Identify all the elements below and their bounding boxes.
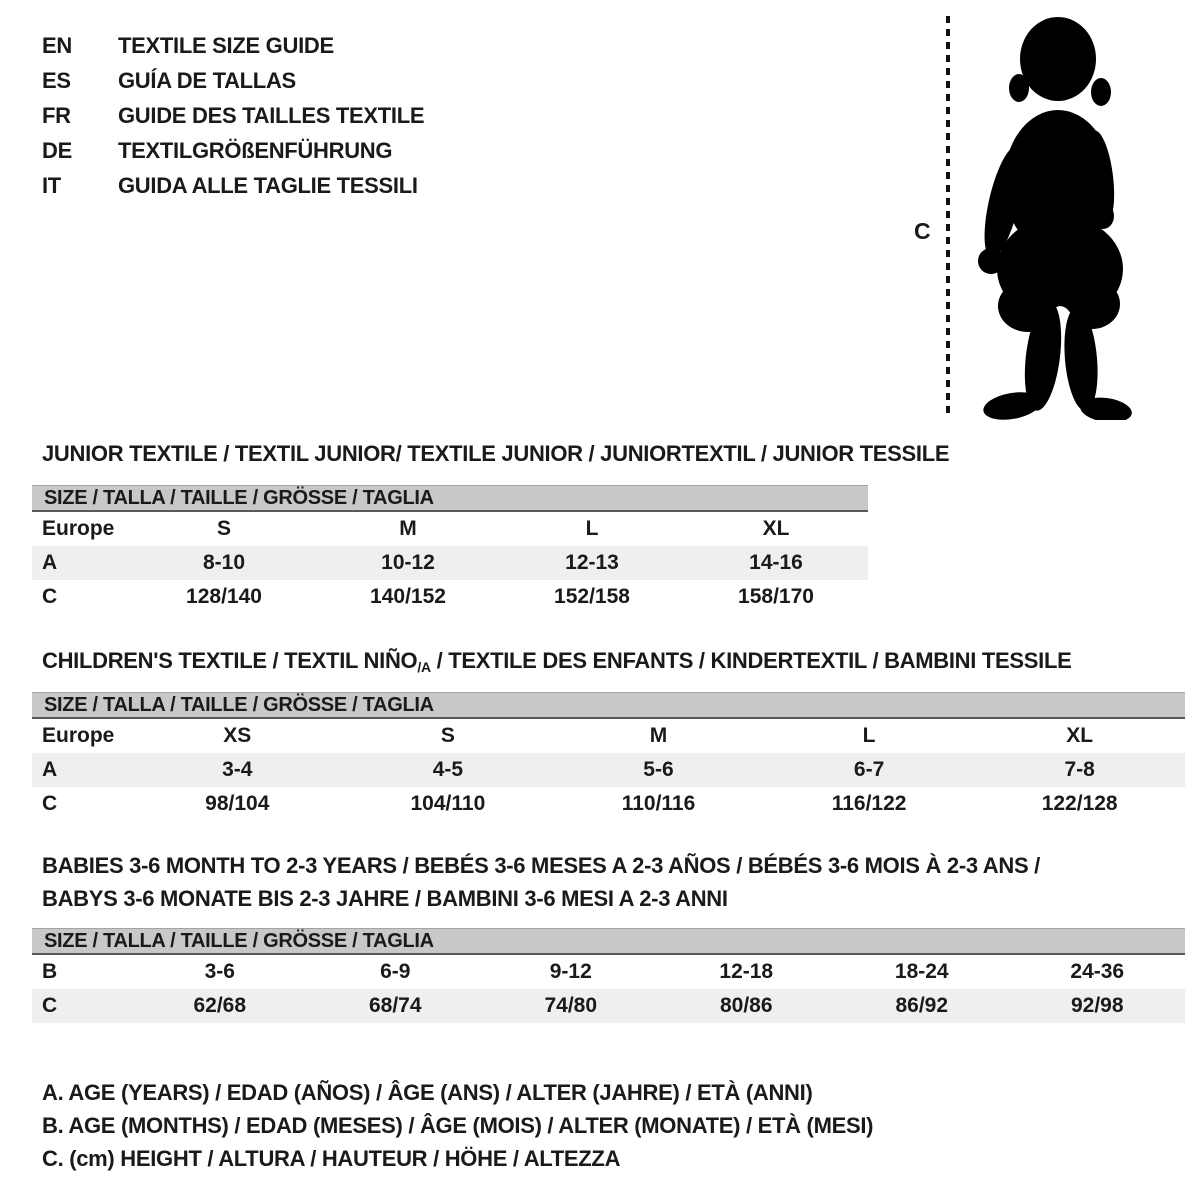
language-code: IT [42, 173, 61, 198]
table-cell: XL [762, 517, 790, 540]
size-table-junior [32, 485, 868, 614]
table-cell: 3-4 [222, 758, 253, 781]
language-title: GUIDE DES TAILLES TEXTILE [118, 103, 425, 128]
table-cell: 24-36 [1070, 960, 1125, 983]
size-header-bar: SIZE / TALLA / TAILLE / GRÖSSE / TAGLIA [32, 692, 1185, 719]
row-label: Europe [42, 517, 115, 540]
section-title-text: / TEXTILE DES ENFANTS / KINDERTEXTIL / BAMBINI TESSILE [430, 648, 1072, 673]
table-cell: XL [1066, 724, 1094, 747]
table-cell: 8-10 [202, 551, 246, 574]
table-cell: 14-16 [749, 551, 803, 574]
table-cell: 18-24 [894, 960, 949, 983]
size-header-bar: SIZE / TALLA / TAILLE / GRÖSSE / TAGLIA [32, 485, 868, 512]
section-title-text: JUNIOR TEXTILE / TEXTIL JUNIOR/ TEXTILE JUNIOR / JUNIORTEXTIL / JUNIOR TESSILE [42, 441, 950, 466]
table-cell: L [585, 517, 599, 540]
row-label: C [42, 585, 58, 608]
table-cell: 10-12 [381, 551, 435, 574]
section-title-line [42, 644, 1071, 684]
toddler-silhouette-icon [960, 14, 1150, 420]
table-cell: 6-9 [380, 960, 411, 983]
section-title-children [42, 644, 1071, 684]
language-row [42, 63, 424, 98]
row-label: C [42, 792, 58, 815]
section-title-text: BABYS 3-6 MONATE BIS 2-3 JAHRE / BAMBINI 3-6 MESI A 2-3 ANNI [42, 886, 728, 911]
table-cell: 5-6 [643, 758, 674, 781]
language-row [42, 28, 424, 63]
table-row [32, 580, 868, 614]
language-title: GUIDA ALLE TAGLIE TESSILI [118, 173, 418, 198]
table-cell: 6-7 [853, 758, 885, 781]
size-header-bar: SIZE / TALLA / TAILLE / GRÖSSE / TAGLIA [32, 928, 1185, 955]
row-label: A [42, 758, 58, 781]
legend-line-c: C. (cm) HEIGHT / ALTURA / HAUTEUR / HÖHE / ALTEZZA [42, 1146, 621, 1171]
language-code: EN [42, 33, 72, 58]
table-cell: 4-5 [432, 758, 464, 781]
language-code: DE [42, 138, 72, 163]
table-cell: 140/152 [370, 585, 446, 608]
table-cell: 9-12 [549, 960, 592, 983]
table-row [32, 546, 868, 580]
language-code: ES [42, 68, 71, 93]
table-cell: M [649, 724, 668, 747]
section-title-junior [42, 437, 949, 470]
table-cell: 68/74 [368, 994, 422, 1017]
table-cell: 122/128 [1041, 792, 1118, 815]
table-cell: S [216, 517, 231, 540]
language-row [42, 133, 424, 168]
table-cell: L [862, 724, 876, 747]
table-row [32, 719, 1185, 753]
height-measure-dashed-line [946, 16, 950, 418]
table-cell: S [440, 724, 455, 747]
table-cell: 12-18 [719, 960, 774, 983]
section-title-babies [42, 849, 1040, 915]
table-cell: 86/92 [895, 994, 949, 1017]
section-title-text: CHILDREN'S TEXTILE / TEXTIL NIÑO [42, 648, 418, 673]
legend-line-b: B. AGE (MONTHS) / EDAD (MESES) / ÂGE (MOIS) / ALTER (MONATE) / ETÀ (MESI) [42, 1113, 874, 1138]
table-cell: 104/110 [410, 792, 486, 815]
table-cell: 152/158 [554, 585, 630, 608]
table-cell: 128/140 [186, 585, 262, 608]
table-cell: 7-8 [1064, 758, 1095, 781]
legend [42, 1076, 873, 1175]
language-row [42, 98, 424, 133]
table-cell: 62/68 [193, 994, 247, 1017]
language-title-block [42, 28, 424, 203]
language-title: GUÍA DE TALLAS [118, 68, 296, 93]
row-label: B [42, 960, 58, 983]
table-row [32, 753, 1185, 787]
legend-line-a: A. AGE (YEARS) / EDAD (AÑOS) / ÂGE (ANS) / ALTER (JAHRE) / ETÀ (ANNI) [42, 1080, 813, 1105]
table-cell: 74/80 [544, 994, 598, 1017]
language-row [42, 168, 424, 203]
table-row [32, 787, 1185, 821]
table-cell: 92/98 [1070, 994, 1124, 1017]
section-title-line [42, 882, 1040, 915]
size-table-babies [32, 928, 1185, 1023]
section-title-subscript: /A [417, 659, 431, 675]
section-title-line [42, 849, 1040, 882]
section-title-text: BABIES 3-6 MONTH TO 2-3 YEARS / BEBÉS 3-6 MESES A 2-3 AÑOS / BÉBÉS 3-6 MOIS À 2-3 ANS / [42, 853, 1040, 878]
table-row [32, 955, 1185, 989]
table-cell: 3-6 [204, 960, 235, 983]
row-label: A [42, 551, 58, 574]
table-cell: 158/170 [738, 585, 814, 608]
table-cell: 98/104 [205, 792, 270, 815]
table-cell: 80/86 [719, 994, 773, 1017]
size-table-children [32, 692, 1185, 821]
row-label: Europe [42, 724, 115, 747]
table-cell: XS [223, 724, 252, 747]
table-cell: 12-13 [565, 551, 619, 574]
measure-label-c: C [914, 218, 931, 244]
table-row [32, 512, 868, 546]
language-title: TEXTILE SIZE GUIDE [118, 33, 334, 58]
language-title: TEXTILGRÖßENFÜHRUNG [118, 138, 393, 163]
language-code: FR [42, 103, 71, 128]
table-row [32, 989, 1185, 1023]
table-cell: M [399, 517, 417, 540]
table-cell: 110/116 [621, 792, 696, 815]
table-cell: 116/122 [831, 792, 907, 815]
section-title-line [42, 437, 949, 470]
row-label: C [42, 994, 58, 1017]
